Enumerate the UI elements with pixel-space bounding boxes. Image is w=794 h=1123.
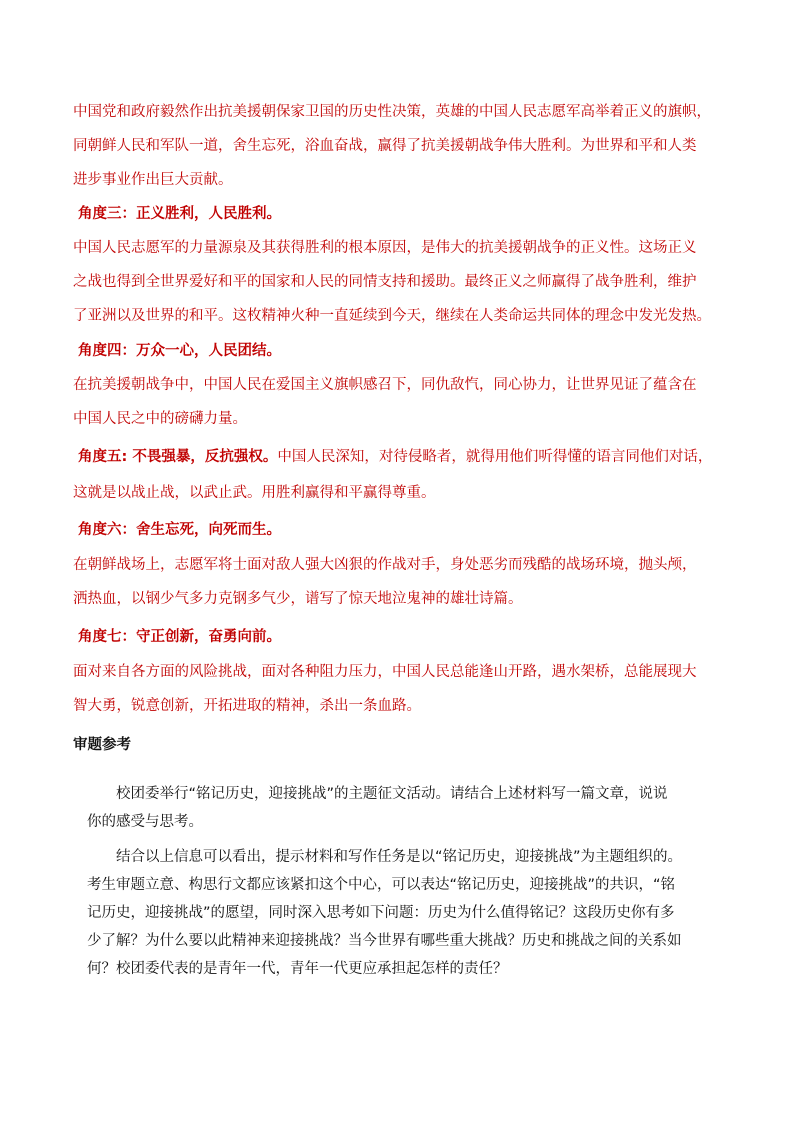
text-line: 在抗美援朝战争中，中国人民在爱国主义旗帜感召下，同仇敌忾，同心协力，让世界见证了蕴含在 bbox=[73, 377, 697, 393]
paragraph-unity bbox=[73, 368, 723, 436]
text-line: 校团委举行“铭记历史，迎接挑战”的主题征文活动。请结合上述材料写一篇文章，说说 bbox=[116, 786, 668, 802]
paragraph-victory bbox=[73, 95, 723, 197]
text-line: 之战也得到全世界爱好和平的国家和人民的同情支持和援助。最终正义之师赢得了战争胜利，维护 bbox=[73, 274, 697, 290]
text-line: 结合以上信息可以看出，提示材料和写作任务是以“铭记历史，迎接挑战”为主题组织的。 bbox=[116, 849, 683, 865]
angle-6-heading: 角度六：舍生忘死，向死而生。 bbox=[78, 522, 281, 538]
angle-7-heading: 角度七：守正创新，奋勇向前。 bbox=[78, 629, 281, 645]
reference-paragraph-1 bbox=[87, 780, 727, 836]
reference-paragraph-2 bbox=[87, 843, 727, 983]
angle-5-heading bbox=[78, 440, 723, 474]
angle-5-heading-title: 角度五: 不畏强暴，反抗强权。 bbox=[78, 449, 278, 465]
section-title: 审题参考 bbox=[73, 737, 131, 753]
angle-5-continuation bbox=[73, 476, 723, 510]
paragraph-sacrifice bbox=[73, 548, 723, 616]
paragraph-innovation bbox=[73, 655, 723, 723]
text-line: 进步事业作出巨大贡献。 bbox=[73, 172, 233, 188]
text-line: 面对来自各方面的风险挑战，面对各种阻力压力，中国人民总能逢山开路，遇水架桥，总能展现大 bbox=[73, 664, 697, 680]
text-line: 了亚洲以及世界的和平。这枚精神火种一直延续到今天，继续在人类命运共同体的理念中发光发热。 bbox=[73, 308, 711, 324]
text-line: 在朝鲜战场上，志愿军将士面对敌人强大凶狠的作战对手，身处恶劣而残酷的战场环境，抛头颅， bbox=[73, 557, 697, 573]
text-line: 中国人民志愿军的力量源泉及其获得胜利的根本原因，是伟大的抗美援朝战争的正义性。这场正义 bbox=[73, 240, 697, 256]
text-line: 少了解？为什么要以此精神来迎接挑战？当今世界有哪些重大挑战？历史和挑战之间的关系如 bbox=[87, 933, 682, 949]
text-line: 记历史，迎接挑战”的愿望，同时深入思考如下问题：历史为什么值得铭记？这段历史你有多 bbox=[87, 905, 675, 921]
text-line: 何？校团委代表的是青年一代，青年一代更应承担起怎样的责任？ bbox=[87, 961, 508, 977]
text-line: 你的感受与思考。 bbox=[87, 814, 203, 830]
text-line: 洒热血，以钢少气多力克钢多气少，谱写了惊天地泣鬼神的雄壮诗篇。 bbox=[73, 591, 523, 607]
text-line: 智大勇，锐意创新，开拓进取的精神，杀出一条血路。 bbox=[73, 698, 421, 714]
text-line: 中国党和政府毅然作出抗美援朝保家卫国的历史性决策，英雄的中国人民志愿军高举着正义的旗帜， bbox=[73, 104, 711, 120]
text-line: 同朝鲜人民和军队一道，舍生忘死，浴血奋战，赢得了抗美援朝战争伟大胜利。为世界和平和人类 bbox=[73, 138, 697, 154]
angle-3-heading: 角度三：正义胜利，人民胜利。 bbox=[78, 206, 281, 222]
text-line: 这就是以战止战，以武止武。用胜利赢得和平赢得尊重。 bbox=[73, 485, 436, 501]
text-line: 考生审题立意、构思行文都应该紧扣这个中心，可以表达“铭记历史，迎接挑战”的共识，“铭 bbox=[87, 877, 676, 893]
angle-5-inline-text: 中国人民深知，对待侵略者，就得用他们听得懂的语言同他们对话， bbox=[277, 449, 713, 465]
angle-4-heading: 角度四：万众一心，人民团结。 bbox=[78, 343, 281, 359]
text-line: 中国人民之中的磅礴力量。 bbox=[73, 411, 247, 427]
paragraph-justice bbox=[73, 231, 723, 333]
